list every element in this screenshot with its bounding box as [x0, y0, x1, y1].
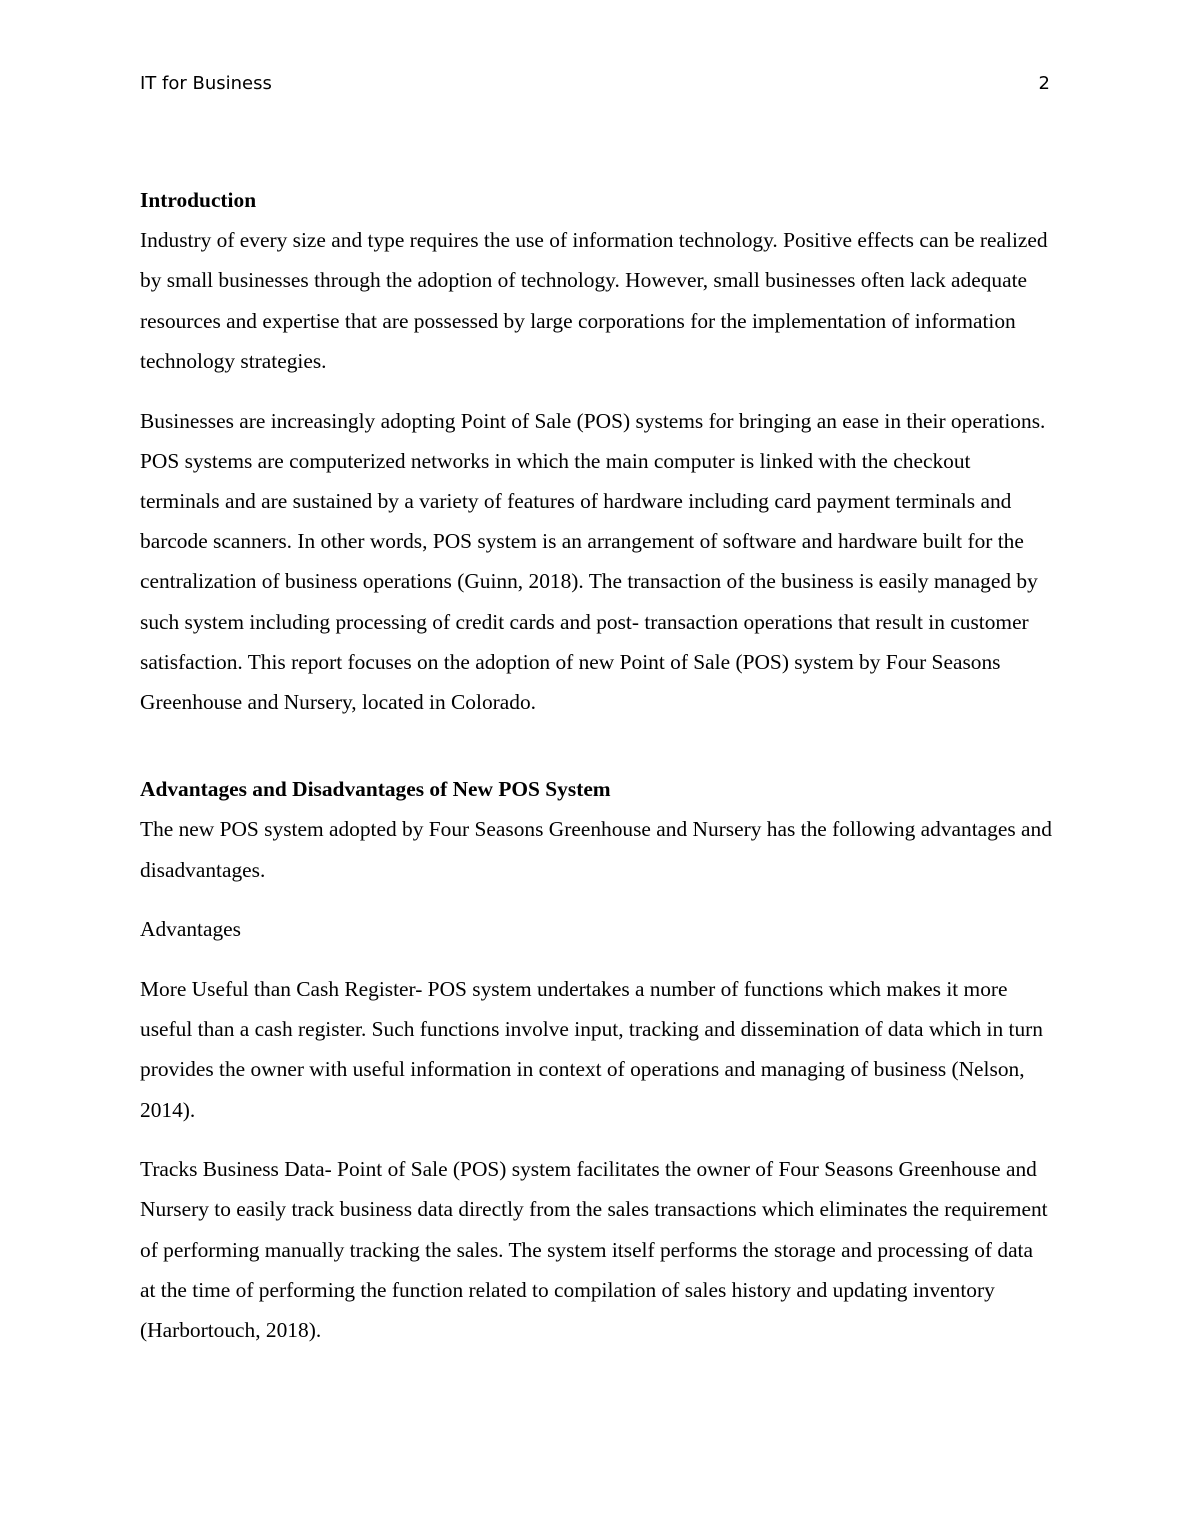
paragraph: Industry of every size and type requires the use of information technology. Positive effects can be realized by small businesses through the adoption of technology. However, small businesses often lack adequate resources and expertise that are possessed by large corporations for the implementation of information technology strategies. — [140, 228, 1048, 373]
paragraph: Businesses are increasingly adopting Point of Sale (POS) systems for bringing an ease in their operations. POS systems are computerized networks in which the main computer is linked with the checkout terminals and are sustained by a variety of features of hardware including card payment terminals and barcode scanners. In other words, POS system is an arrangement of software and hardware built for the centralization of business operations (Guinn, 2018). The transaction of the business is easily managed by such system including processing of credit cards and post- transaction operations that result in customer satisfaction. This report focuses on the adoption of new Point of Sale (POS) system by Four Seasons Greenhouse and Nursery, located in Colorado. — [140, 408, 1046, 714]
page-header — [140, 71, 1050, 97]
paragraph: The new POS system adopted by Four Seasons Greenhouse and Nursery has the following advantages and disadvantages. — [140, 817, 1052, 882]
document-body — [140, 180, 1052, 1350]
paragraph: More Useful than Cash Register- POS system undertakes a number of functions which makes it more useful than a cash register. Such functions involve input, tracking and dissemination of data which in turn provides the owner with useful information in context of operations and managing of business (Nelson, 2014). — [140, 976, 1043, 1122]
subheading-advantages: Advantages — [140, 917, 241, 942]
page-number: 2 — [1038, 73, 1050, 94]
section-heading-advantages-disadvantages: Advantages and Disadvantages of New POS System — [140, 777, 611, 802]
paragraph: Tracks Business Data- Point of Sale (POS) system facilitates the owner of Four Seasons Greenhouse and Nursery to easily track business data directly from the sales transactions which eliminates the requirement of performing manually tracking the sales. The system itself performs the storage and processing of data at the time of performing the function related to compilation of sales history and updating inventory (Harbortouch, 2018). — [140, 1157, 1048, 1343]
section-heading-introduction: Introduction — [140, 188, 257, 212]
running-head: IT for Business — [140, 73, 272, 94]
